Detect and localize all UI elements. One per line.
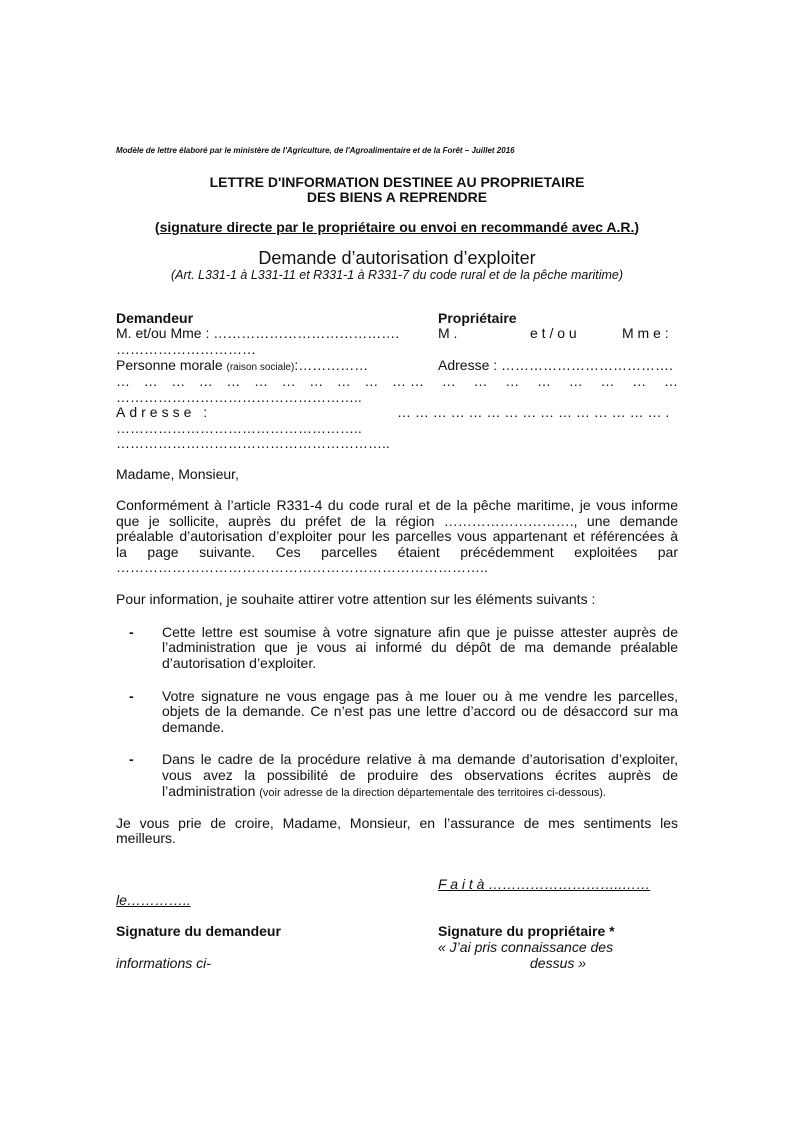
acknowledgement-quote-right: dessus »: [530, 955, 587, 971]
bullet-3-line: vous avez la possibilité de produire des observations écrites auprès de: [162, 767, 678, 783]
closing-line-2: meilleurs.: [116, 830, 176, 846]
demandeur-label: Demandeur: [116, 310, 194, 326]
date-field: le…………..: [116, 892, 191, 908]
proprietaire-name-part-3: M m e :: [622, 325, 669, 341]
proprietaire-dots-row: … … … … … … … … …: [410, 373, 678, 389]
demandeur-name-dots: …………………………: [116, 341, 256, 357]
paragraph-line-last: ……………………………………………………………………..: [116, 559, 488, 575]
bullet-2-line: objets de la demande. Ce n’est pas une lettre d’accord ou de désaccord sur ma: [162, 703, 678, 719]
personne-morale-field: Personne morale (raison sociale):……………: [116, 357, 369, 373]
proprietaire-adresse-field: Adresse : ……………………………….: [438, 357, 673, 373]
paragraph-line: Conformément à l’article R331-4 du code rural et de la pêche maritime, je vous informe: [116, 497, 678, 513]
bullet-2-line: Votre signature ne vous engage pas à me louer ou à me vendre les parcelles,: [162, 688, 678, 704]
page-heading: Demande d’autorisation d’exploiter: [258, 248, 536, 268]
acknowledgement-quote: « J’ai pris connaissance des: [438, 939, 614, 955]
fait-a-field: F a i t à ………………………..……: [438, 876, 651, 892]
demandeur-dots-row: … … … … … … … … … … …: [116, 373, 406, 389]
demandeur-adresse-label: Adresse :: [116, 404, 212, 420]
legal-reference: (Art. L331-1 à L331-11 et R331-1 à R331-7 du code rural et de la pêche maritime): [170, 268, 624, 282]
sending-instruction: (signature directe par le propriétaire ou envoi en recommandé avec A.R.): [154, 219, 640, 235]
title-line-2: DES BIENS A REPRENDRE: [306, 189, 488, 205]
title-line-1: LETTRE D'INFORMATION DESTINEE AU PROPRIETAIRE: [209, 174, 585, 190]
demandeur-dots-row-2: ……………………………………………..: [116, 389, 362, 405]
greeting: Madame, Monsieur,: [116, 466, 239, 482]
bullet-1-line: l’administration que je vous ai informé du dépôt de ma demande préalable: [162, 639, 678, 655]
list-intro: Pour information, je souhaite attirer votre attention sur les éléments suivants :: [116, 591, 596, 607]
demandeur-adresse-line-2: ……………………………………………..: [116, 420, 362, 436]
bullet-marker: -: [129, 688, 134, 704]
proprietaire-name-part-1: M .: [438, 325, 458, 341]
paragraph-line: la page suivante. Ces parcelles étaient précédemment exploitées par: [116, 544, 678, 560]
paragraph-line: préalable d’autorisation d’exploiter pour les parcelles vous appartenant et référencées à: [116, 528, 678, 544]
signature-demandeur-label: Signature du demandeur: [116, 923, 281, 939]
demandeur-adresse-line-3: …………………………………………………..: [116, 435, 390, 451]
bullet-3-line: Dans le cadre de la procédure relative à ma demande d’autorisation d’exploiter,: [162, 751, 678, 767]
model-note: Modèle de lettre élaboré par le ministère de l'Agriculture, de l'Agroalimentaire et de la Forêt – Juillet 2016: [116, 146, 515, 155]
bullet-marker: -: [129, 751, 134, 767]
bullet-marker: -: [129, 624, 134, 640]
closing-line: Je vous prie de croire, Madame, Monsieur, en l’assurance de mes sentiments les: [116, 815, 678, 831]
proprietaire-label: Propriétaire: [438, 310, 517, 326]
paragraph-line: que je sollicite, auprès du préfet de la région ………………………., une demande: [116, 513, 678, 529]
bullet-3-line-last: l’administration (voir adresse de la direction départementale des territoires ci-dessous).: [162, 783, 606, 799]
bullet-1-line-last: d’autorisation d’exploiter.: [162, 655, 317, 671]
bullet-2-line-last: demande.: [162, 719, 225, 735]
bullet-1-line: Cette lettre est soumise à votre signature afin que je puisse attester auprès de: [162, 624, 678, 640]
acknowledgement-quote-left: informations ci-: [116, 955, 211, 971]
proprietaire-name-part-2: e t / o u: [530, 325, 577, 341]
proprietaire-adresse-dots: … … … … … … … … … … … … … … … .: [397, 404, 670, 420]
demandeur-name-field: M. et/ou Mme : ………………………………….: [116, 325, 400, 341]
signature-proprietaire-label: Signature du propriétaire *: [438, 923, 615, 939]
